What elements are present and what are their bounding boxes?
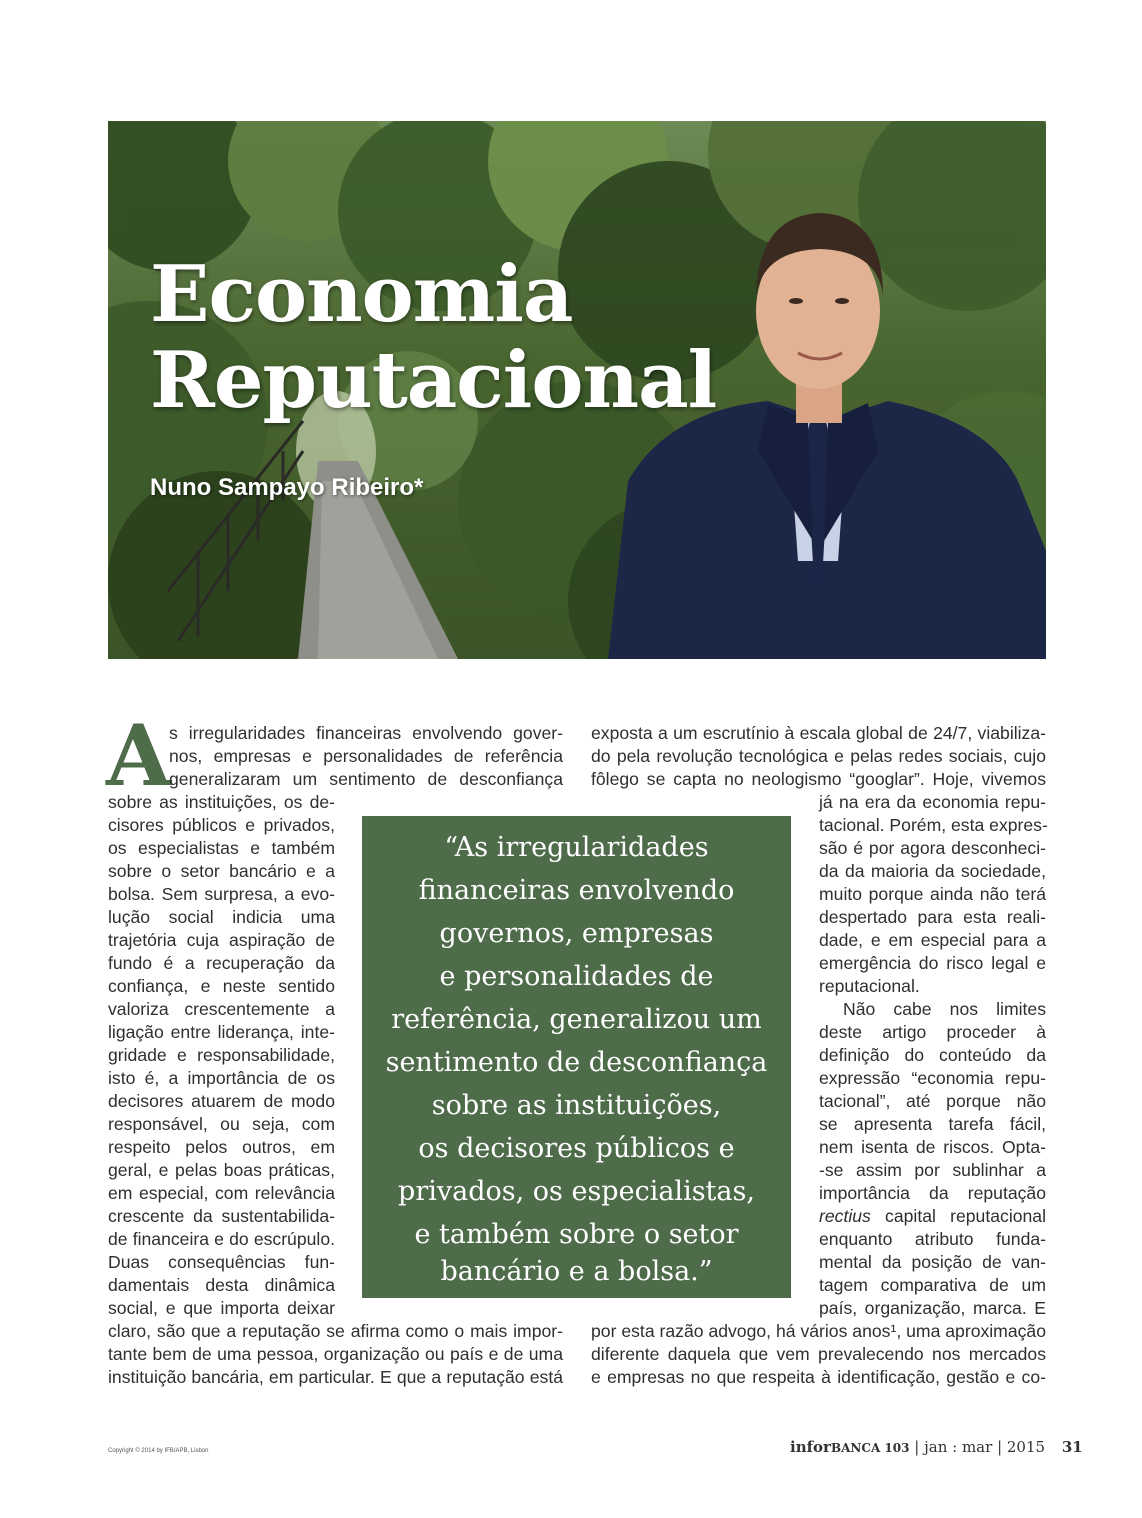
author-name: Nuno Sampayo Ribeiro* bbox=[150, 474, 424, 501]
page-folio bbox=[790, 1438, 1083, 1456]
col2-line: muito porque ainda não terá bbox=[819, 884, 1046, 904]
col1-line: decisores atuarem de modo bbox=[108, 1091, 335, 1111]
col1-line: confiança, e neste sentido bbox=[108, 976, 335, 996]
col1-line: crescente da sustentabilida- bbox=[108, 1206, 335, 1226]
col2-line: e empresas no que respeita à identificação, gestão e co- bbox=[591, 1367, 1046, 1387]
title-line-1: Economia bbox=[150, 249, 573, 340]
col1-line: claro, são que a reputação se afirma como o mais impor- bbox=[108, 1321, 563, 1341]
col2-line: diferente daquela que vem prevalecendo nos mercados bbox=[591, 1344, 1046, 1364]
issue-year: 2015 bbox=[1006, 1438, 1046, 1456]
col2-line: mental da posição de van- bbox=[819, 1252, 1046, 1272]
quote-line: privados, os especialistas, bbox=[398, 1176, 755, 1207]
col2-line: despertado para esta reali- bbox=[819, 907, 1046, 927]
col1-line: de financeira e do escrúpulo. bbox=[108, 1229, 335, 1249]
drop-cap: A bbox=[106, 706, 172, 805]
folio-separator: | bbox=[914, 1438, 925, 1456]
col2-line: deste artigo proceder à bbox=[819, 1022, 1046, 1042]
col2-line: reputacional. bbox=[819, 976, 920, 996]
col2-line: tagem comparativa de um bbox=[819, 1275, 1046, 1295]
brand-suffix: BANCA 103 bbox=[830, 1441, 910, 1455]
quote-line: financeiras envolvendo bbox=[418, 875, 735, 906]
col2-line: rectius capital reputacional bbox=[819, 1206, 1046, 1226]
col2-line: dade, e em especial para a bbox=[819, 930, 1046, 950]
col1-line: tante bem de uma pessoa, organização ou país e de uma bbox=[108, 1344, 563, 1364]
col2-line: emergência do risco legal e bbox=[819, 953, 1046, 973]
col1-line: gridade e responsabilidade, bbox=[108, 1045, 335, 1065]
latin-term: rectius bbox=[819, 1206, 871, 1226]
col2-line: importância da reputação bbox=[819, 1183, 1046, 1203]
col2-line: definição do conteúdo da bbox=[819, 1045, 1046, 1065]
col2-line: tacional”, até porque não bbox=[819, 1091, 1046, 1111]
col2-line: se apresenta tarefa fácil, bbox=[819, 1114, 1046, 1134]
col1-line: social, e que importa deixar bbox=[108, 1298, 335, 1318]
quote-line: referência, generalizou um bbox=[391, 1004, 762, 1035]
col1-line: isto é, a importância de os bbox=[108, 1068, 335, 1088]
col2-line: do pela revolução tecnológica e pelas redes sociais, cujo bbox=[591, 746, 1046, 766]
col2-line: são é por agora desconheci- bbox=[819, 838, 1046, 858]
col1-line: valoriza crescentemente a bbox=[108, 999, 335, 1019]
col2-line: da da maioria da sociedade, bbox=[819, 861, 1046, 881]
pull-quote bbox=[362, 816, 791, 1298]
col1-line: geral, e pelas boas práticas, bbox=[108, 1160, 335, 1180]
col1-line: damentais desta dinâmica bbox=[108, 1275, 335, 1295]
col1-line: instituição bancária, em particular. E que a reputação está bbox=[108, 1367, 563, 1387]
col1-line: s irregularidades financeiras envolvendo gover- bbox=[169, 723, 563, 743]
col1-line: lução social indicia uma bbox=[108, 907, 335, 927]
col2-line: nem isenta de riscos. Opta- bbox=[819, 1137, 1046, 1157]
page-number: 31 bbox=[1061, 1438, 1083, 1456]
col2-line: -se assim por sublinhar a bbox=[819, 1160, 1046, 1180]
col1-line: trajetória cuja aspiração de bbox=[108, 930, 335, 950]
col1-line: cisores públicos e privados, bbox=[108, 815, 335, 835]
col2-line: Não cabe nos limites bbox=[843, 999, 1046, 1019]
col1-line: nos, empresas e personalidades de referência bbox=[169, 746, 563, 766]
col2-line: expressão “economia repu- bbox=[819, 1068, 1046, 1088]
col1-line: em especial, com relevância bbox=[108, 1183, 335, 1203]
col2-line: por esta razão advogo, há vários anos¹, uma aproximação bbox=[591, 1321, 1046, 1341]
col1-line: ligação entre liderança, inte- bbox=[108, 1022, 335, 1042]
hero-photo bbox=[108, 121, 1046, 659]
col1-line: os especialistas e também bbox=[108, 838, 335, 858]
quote-line: governos, empresas bbox=[439, 918, 714, 949]
col1-line: sobre as instituições, os de- bbox=[108, 792, 335, 812]
col1-line: fundo é a recuperação da bbox=[108, 953, 335, 973]
col2-line: enquanto atributo funda- bbox=[819, 1229, 1046, 1249]
col2-line: país, organização, marca. E bbox=[819, 1298, 1046, 1318]
col2-line: já na era da economia repu- bbox=[819, 792, 1046, 812]
issue-months: jan : mar bbox=[924, 1438, 993, 1456]
title-line-2: Reputacional bbox=[150, 335, 717, 426]
quote-line: e também sobre o setor bbox=[414, 1219, 739, 1250]
folio-separator: | bbox=[997, 1438, 1007, 1456]
col1-line: responsável, ou seja, com bbox=[108, 1114, 335, 1134]
col1-line: Duas consequências fun- bbox=[108, 1252, 335, 1272]
col1-line: bolsa. Sem surpresa, a evo- bbox=[108, 884, 335, 904]
quote-line: “As irregularidades bbox=[444, 832, 709, 863]
col1-line: generalizaram um sentimento de desconfiança bbox=[169, 769, 563, 789]
quote-line: e personalidades de bbox=[439, 961, 714, 992]
magazine-brand bbox=[790, 1438, 909, 1456]
brand-prefix: infor bbox=[790, 1438, 831, 1456]
quote-line: sentimento de desconfiança bbox=[385, 1047, 768, 1078]
quote-line: os decisores públicos e bbox=[418, 1133, 735, 1164]
quote-line: sobre as instituições, bbox=[431, 1090, 722, 1121]
col2-line: tacional. Porém, esta expres- bbox=[819, 815, 1048, 835]
article-title bbox=[150, 249, 717, 426]
col2-line: exposta a um escrutínio à escala global de 24/7, viabiliza- bbox=[591, 723, 1046, 743]
col1-line: respeito pelos outros, em bbox=[108, 1137, 335, 1157]
col2-line: fôlego se capta no neologismo “googlar”. Hoje, vivemos bbox=[591, 769, 1046, 789]
copyright-notice: Copyright © 2014 by IFB/APB, Lisbon bbox=[108, 1448, 209, 1454]
quote-line: bancário e a bolsa.” bbox=[440, 1256, 713, 1287]
col1-line: sobre o setor bancário e a bbox=[108, 861, 335, 881]
